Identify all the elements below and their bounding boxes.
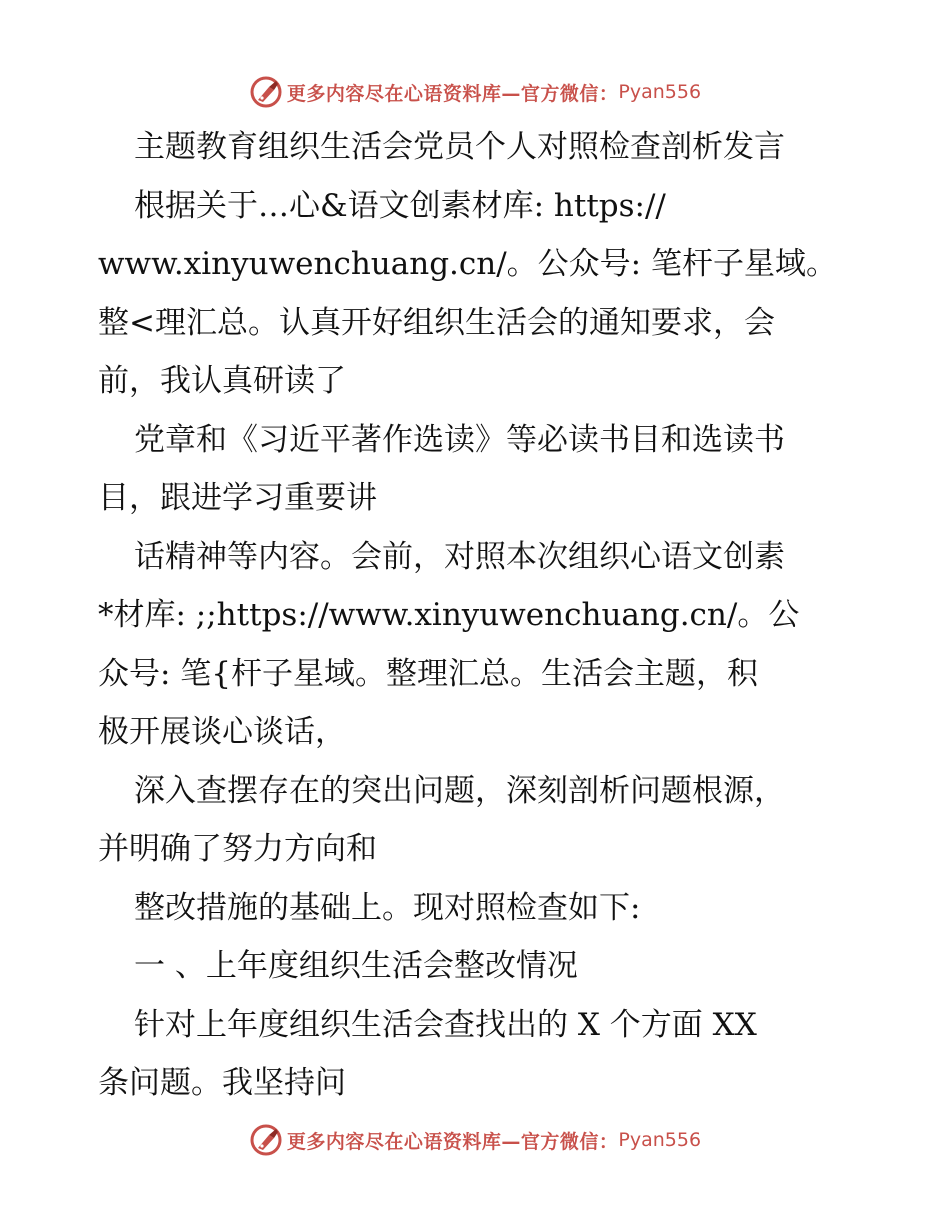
- wechat-id: Pyan556: [618, 1129, 702, 1151]
- text-line: www.xinyuwenchuang.cn/。公众号: 笔杆子星域。: [98, 246, 837, 282]
- text-line: 前，我认真研读了: [98, 363, 346, 399]
- text-line: 话精神等内容。会前，对照本次组织心语文创素: [134, 538, 785, 575]
- text-line: 整<理汇总。认真开好组织生活会的通知要求，会: [98, 304, 775, 341]
- text-line: *材库: ;;https://www.xinyuwenchuang.cn/。公: [98, 597, 800, 633]
- text-line: 条问题。我坚持问: [98, 1065, 346, 1101]
- document-title: 主题教育组织生活会党员个人对照检查剖析发言: [134, 129, 785, 165]
- text-line: 深入查摆存在的突出问题，深刻剖析问题根源，: [134, 772, 785, 809]
- wechat-id: Pyan556: [618, 81, 702, 103]
- text-line: 整改措施的基础上。现对照检查如下:: [134, 889, 641, 926]
- text-line: 并明确了努力方向和: [98, 831, 377, 867]
- text-line: 针对上年度组织生活会查找出的 X 个方面 XX: [134, 1006, 757, 1043]
- banner-text: 更多内容尽在心语资料库—官方微信：: [286, 82, 619, 105]
- text-line: 党章和《习近平著作选读》等必读书目和选读书: [134, 421, 785, 458]
- footer-banner: [0, 1120, 950, 1160]
- pen-nib-logo-icon: [249, 1123, 283, 1157]
- section-heading: 一 、上年度组织生活会整改情况: [134, 948, 578, 984]
- text-line: 根据关于…心&语文创素材库: https://: [134, 187, 666, 224]
- banner-text: 更多内容尽在心语资料库—官方微信：: [286, 1130, 619, 1153]
- header-banner: [0, 72, 950, 112]
- text-line: 极开展谈心谈话，: [98, 714, 346, 750]
- pen-nib-logo-icon: [249, 75, 283, 109]
- text-line: 目，跟进学习重要讲: [98, 480, 377, 516]
- text-line: 众号: 笔{杆子星域。整理汇总。生活会主题，积: [98, 655, 759, 692]
- document-body: [98, 118, 858, 1113]
